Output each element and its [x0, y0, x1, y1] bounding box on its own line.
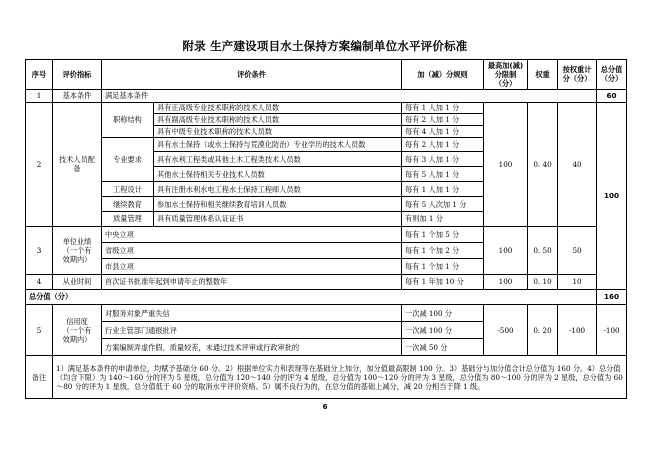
row-no: 3 — [26, 226, 53, 274]
subtotal-value: 160 — [597, 289, 627, 305]
note-label: 备注 — [26, 356, 53, 399]
rule-cell: 每有 1 人加 1 分 — [402, 182, 484, 197]
rule-cell: 一次减 50 分 — [402, 339, 484, 356]
page-number: 6 — [322, 403, 328, 411]
table-row — [26, 226, 627, 242]
evaluation-standard-table — [25, 59, 627, 399]
indicator-line: 单位业绩 — [62, 236, 92, 246]
indicator-line: 信用度 — [66, 316, 88, 326]
max-score-cell: -500 — [484, 305, 528, 356]
row-no: 5 — [26, 305, 53, 356]
condition-cell: 具有水土保持（或水土保持与荒漠化防治）专业学历的技术人员数 — [154, 137, 402, 152]
row-indicator — [53, 305, 102, 356]
condition-cell: 具有注册水利水电工程水土保持工程师人员数 — [154, 182, 402, 197]
condition-cell: 首次证书批准年起到申请年止的整数年 — [102, 274, 402, 289]
total-cell: 100 — [597, 102, 627, 289]
row-no: 2 — [26, 102, 53, 226]
weighted-cell: -100 — [558, 305, 597, 356]
row-indicator: 技术人员配备 — [53, 102, 102, 226]
header-weighted: 按权重计分（分） — [558, 60, 597, 90]
row-indicator: 基本条件 — [53, 89, 102, 102]
total-cell: -100 — [597, 305, 627, 356]
group-label: 继续教育 — [102, 197, 154, 212]
group-label: 职称结构 — [102, 102, 154, 137]
rule-cell: 有则加 1 分 — [402, 211, 484, 226]
header-indicator: 评价指标 — [53, 60, 102, 90]
page-title: 附录 生产建设项目水土保持方案编制单位水平评价标准 — [182, 39, 468, 53]
header-condition: 评价条件 — [102, 60, 402, 90]
note-row — [26, 356, 627, 399]
rule-cell: 一次减 100 分 — [402, 305, 484, 322]
rule-cell: 一次减 100 分 — [402, 322, 484, 339]
header-total: 总分值（分） — [597, 60, 627, 90]
group-label: 专业要求 — [102, 137, 154, 182]
row-total: 60 — [597, 89, 627, 102]
weight-cell: 0. 50 — [528, 226, 558, 274]
rule-cell: 每有 5 人次加 1 分 — [402, 197, 484, 212]
weight-cell: 0. 20 — [528, 305, 558, 356]
header-rule: 加（减）分规则 — [402, 60, 484, 90]
indicator-line: （一个有 — [62, 325, 92, 335]
condition-cell: 中央立项 — [102, 226, 402, 242]
weight-cell: 0. 10 — [528, 274, 558, 289]
note-text: 1）满足基本条件的申请单位，均赋予基础分 60 分。2）根据单位实力和表现等在基础分上加分，加分值最高限制 100 分。3）基础分与加分值合计总分值为 160 分。4）总分值（均含下限）为 140～160 分的评为 5 星级，总分值为 120～140 分的评为 4 星级，总分值为 100～120 分的评为 3 星级，总分值为 80～100 分的评为 2 星级，总分值为 60～80 分的评为 1 星级，总分值低于 60 分的取消水平评价资格。5）属不良行为的，在总分值的基础上减分，减 20 分相当于降 1 级。 — [53, 356, 627, 399]
max-score-cell: 100 — [484, 102, 528, 226]
row-indicator: 从业时间 — [53, 274, 102, 289]
table-row — [26, 89, 627, 102]
condition-cell: 对服务对象严重失信 — [102, 305, 402, 322]
condition-cell: 其他水土保持相关专业技术人员数 — [154, 167, 402, 182]
table-header-row — [26, 60, 627, 90]
row-no: 4 — [26, 274, 53, 289]
group-label: 质量管理 — [102, 211, 154, 226]
rule-cell: 每有 3 人加 1 分 — [402, 152, 484, 167]
rule-cell: 每有 5 人加 1 分 — [402, 167, 484, 182]
condition-cell: 具有副高级专业技术职称的技术人员数 — [154, 114, 402, 126]
table-row — [26, 305, 627, 322]
header-no: 序号 — [26, 60, 53, 90]
condition-cell: 省级立项 — [102, 242, 402, 258]
subtotal-row — [26, 289, 627, 305]
condition-cell: 具有中级专业技术职称的技术人员数 — [154, 125, 402, 137]
weighted-cell: 40 — [558, 102, 597, 226]
indicator-line: （一个有 — [62, 245, 92, 255]
condition-cell: 市县立项 — [102, 258, 402, 274]
header-weight: 权重 — [528, 60, 558, 90]
max-score-cell: 100 — [484, 226, 528, 274]
rule-cell: 每有 1 人加 1 分 — [402, 102, 484, 114]
weighted-cell: 50 — [558, 226, 597, 274]
rule-cell: 每有 1 个加 2 分 — [402, 242, 484, 258]
max-score-cell: 100 — [484, 274, 528, 289]
condition-cell: 具有质量管理体系认证证书 — [154, 211, 402, 226]
row-no: 1 — [26, 89, 53, 102]
group-label: 工程设计 — [102, 182, 154, 197]
weighted-cell: 10 — [558, 274, 597, 289]
condition-cell: 具有正高级专业技术职称的技术人员数 — [154, 102, 402, 114]
row-indicator — [53, 226, 102, 274]
table-row — [26, 274, 627, 289]
condition-cell: 具有水利工程类或其他土木工程类技术人员数 — [154, 152, 402, 167]
rule-cell: 每有 1 年加 10 分 — [402, 274, 484, 289]
condition-cell: 方案编制弄虚作假、质量较差，未通过技术评审或行政审批的 — [102, 339, 402, 356]
rule-cell: 每有 1 个加 1 分 — [402, 258, 484, 274]
rule-cell: 每有 2 人加 1 分 — [402, 137, 484, 152]
condition-cell: 参加水土保持和相关继续教育培训人员数 — [154, 197, 402, 212]
condition-cell: 行业主管部门通报批评 — [102, 322, 402, 339]
row-condition: 满足基本条件 — [102, 89, 597, 102]
rule-cell: 每有 1 个加 5 分 — [402, 226, 484, 242]
indicator-line: 效期内） — [62, 254, 92, 264]
header-max-score: 最高加(减)分限制（分） — [484, 60, 528, 90]
table-row — [26, 102, 627, 114]
indicator-line: 效期内） — [62, 334, 92, 344]
subtotal-label: 总分值（分） — [26, 289, 597, 305]
weight-cell: 0. 40 — [528, 102, 558, 226]
rule-cell: 每有 2 人加 1 分 — [402, 114, 484, 126]
rule-cell: 每有 4 人加 1 分 — [402, 125, 484, 137]
